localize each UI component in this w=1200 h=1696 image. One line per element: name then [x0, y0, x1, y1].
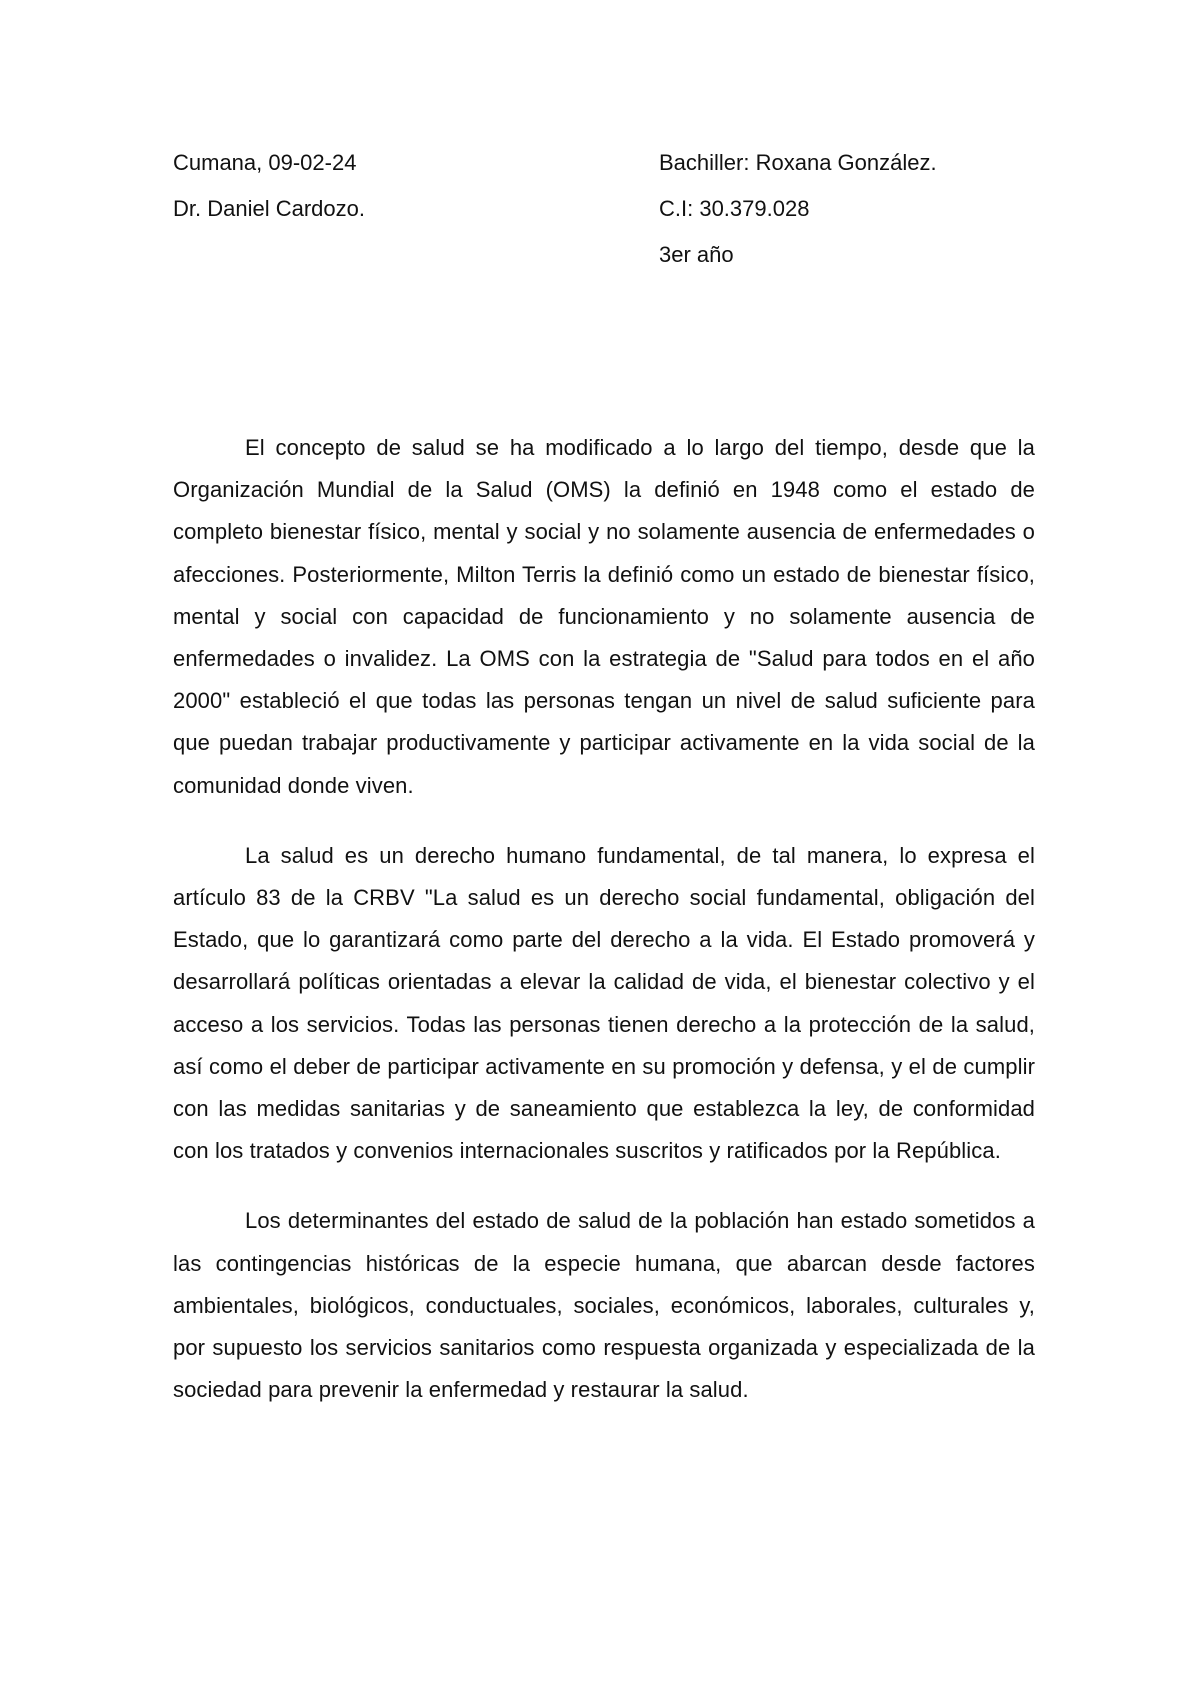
header-left-block [173, 140, 633, 232]
document-body [173, 427, 1035, 1439]
id-number: C.I: 30.379.028 [659, 196, 810, 221]
header-right-block [659, 140, 1079, 278]
paragraph-health-concept: El concepto de salud se ha modificado a lo largo del tiempo, desde que la Organización Mundial de la Salud (OMS) la definió en 1948 como el estado de completo bienestar físico, mental y social y no solamente ausencia de enfermedades o afecciones. Posteriormente, Milton Terris la definió como un estado de bienestar físico, mental y social con capacidad de funcionamiento y no solamente ausencia de enfermedades o invalidez. La OMS con la estrategia de "Salud para todos en el año 2000" estableció el que todas las personas tengan un nivel de salud suficiente para que puedan trabajar productivamente y participar activamente en la vida social de la comunidad donde viven. [173, 435, 1035, 798]
recipient-name: Dr. Daniel Cardozo. [173, 196, 365, 221]
author-name: Bachiller: Roxana González. [659, 150, 937, 175]
paragraph-health-determinants: Los determinantes del estado de salud de la población han estado sometidos a las contingencias históricas de la especie humana, que abarcan desde factores ambientales, biológicos, conductuales, sociales, económicos, laborales, culturales y, por supuesto los servicios sanitarios como respuesta organizada y especializada de la sociedad para prevenir la enfermedad y restaurar la salud. [173, 1208, 1035, 1403]
paragraph-health-right: La salud es un derecho humano fundamental, de tal manera, lo expresa el artículo 83 de la CRBV "La salud es un derecho social fundamental, obligación del Estado, que lo garantizará como parte del derecho a la vida. El Estado promoverá y desarrollará políticas orientadas a elevar la calidad de vida, el bienestar colectivo y el acceso a los servicios. Todas las personas tienen derecho a la protección de la salud, así como el deber de participar activamente en su promoción y defensa, y el de cumplir con las medidas sanitarias y de saneamiento que establezca la ley, de conformidad con los tratados y convenios internacionales suscritos y ratificados por la República. [173, 842, 1035, 1164]
grade-level: 3er año [659, 242, 734, 267]
place-date: Cumana, 09-02-24 [173, 150, 357, 175]
